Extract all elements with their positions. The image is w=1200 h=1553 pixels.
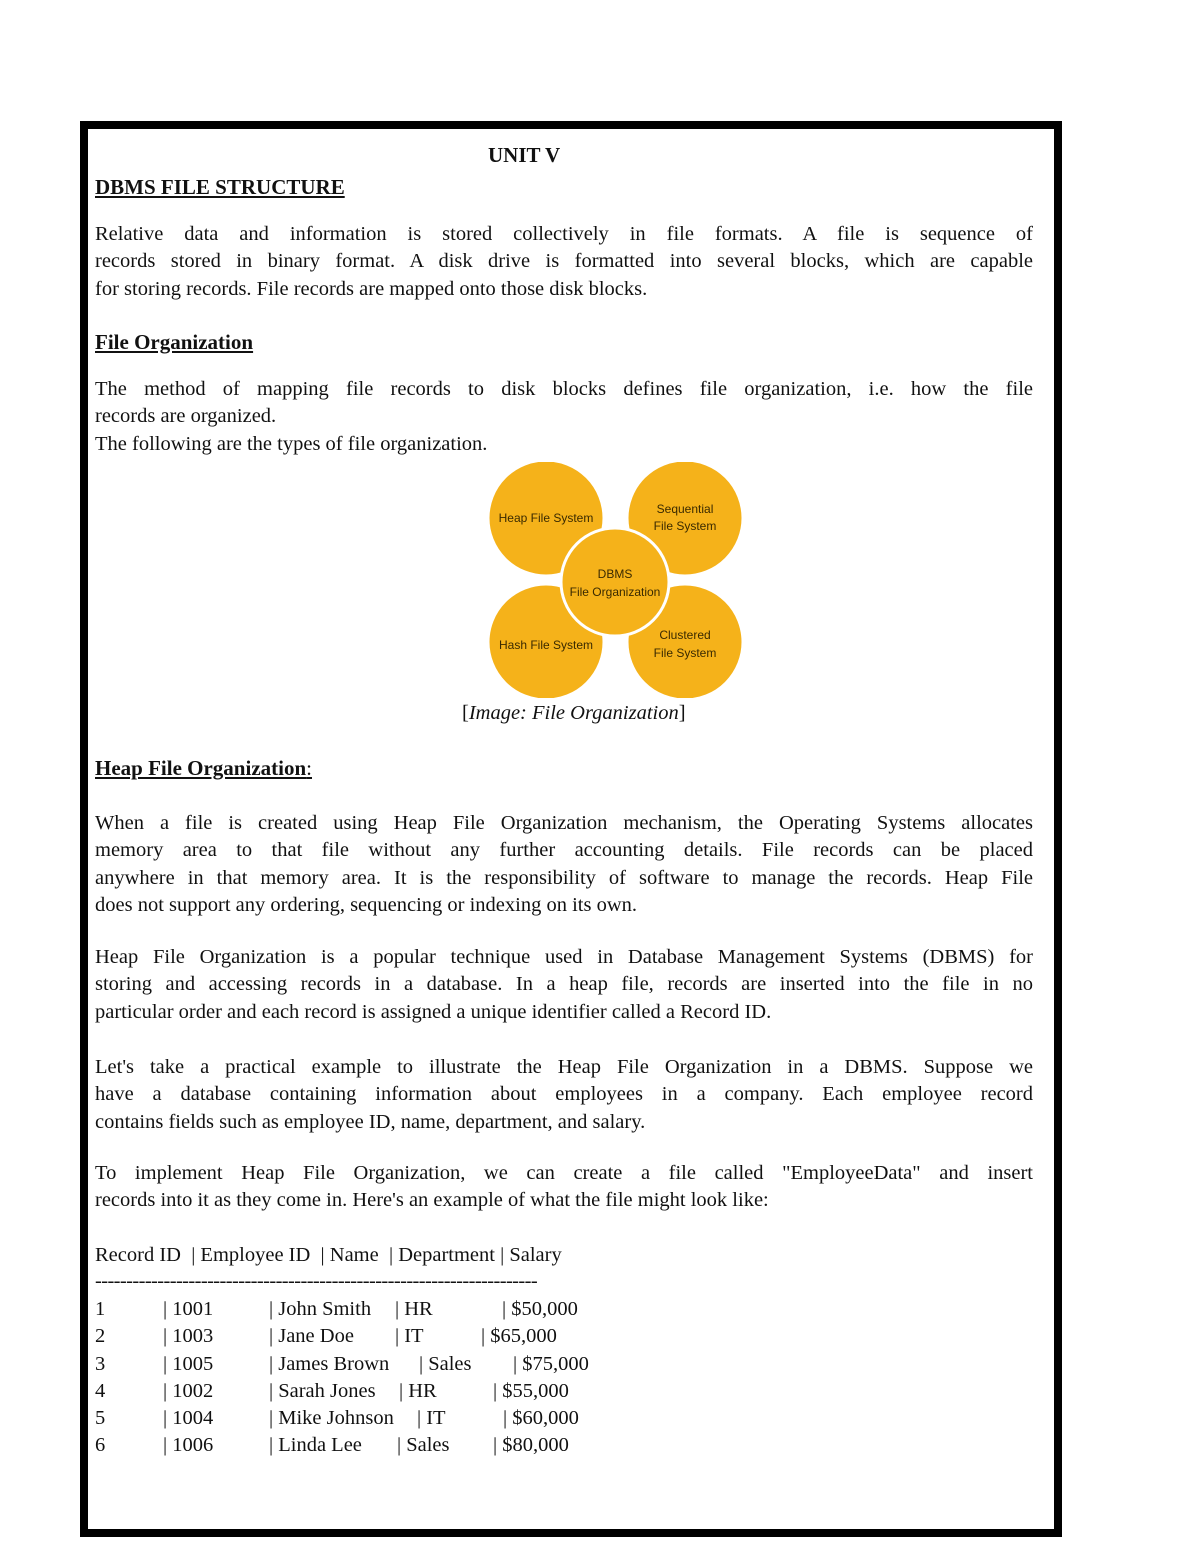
- heap-paragraph-3: [95, 1054, 1033, 1136]
- cell-employee-id: | 1001: [163, 1298, 214, 1320]
- heap-p4-line: records into it as they come in. Here's an example of what the file might look like:: [95, 1189, 769, 1212]
- heap-p1-line: does not support any ordering, sequencing or indexing on its own.: [95, 893, 638, 916]
- cell-record-id: 6: [95, 1434, 106, 1457]
- heap-p3-line: have a database containing information about employees in a company. Each employee record: [95, 1083, 1033, 1106]
- caption-close: ]: [678, 702, 686, 724]
- cell-employee-id: | 1006: [163, 1434, 214, 1457]
- heap-p1-line: When a file is created using Heap File Organization mechanism, the Operating Systems allocates: [95, 812, 1033, 834]
- cell-name: | Mike Johnson: [269, 1407, 394, 1430]
- diagram-caption: [462, 702, 686, 725]
- file-org-line: The following are the types of file organization.: [95, 432, 488, 455]
- cell-name: | Sarah Jones: [269, 1379, 376, 1402]
- cell-employee-id: | 1004: [163, 1407, 214, 1430]
- file-organization-paragraph: [95, 376, 1033, 458]
- section-title: DBMS FILE STRUCTURE: [95, 175, 345, 199]
- heap-paragraph-4: [95, 1160, 1033, 1215]
- cell-salary: | $80,000: [493, 1434, 569, 1457]
- intro-line: Relative data and information is stored collectively in file formats. A file is sequence of: [95, 223, 1033, 245]
- diagram-label-sequential-2: File System: [653, 519, 717, 533]
- cell-employee-id: | 1002: [163, 1379, 214, 1402]
- diagram-label-hash: Hash File System: [498, 638, 594, 652]
- cell-name: | John Smith: [269, 1298, 372, 1320]
- table-separator: -----------------------------------------------------------------------: [95, 1270, 538, 1292]
- heap-heading-suffix: :: [306, 756, 312, 780]
- cell-department: | HR: [399, 1379, 437, 1402]
- intro-paragraph: [95, 221, 1033, 303]
- cell-record-id: 2: [95, 1325, 106, 1348]
- cell-salary: | $60,000: [503, 1407, 579, 1430]
- cell-department: | IT: [417, 1407, 446, 1430]
- caption-open: [: [462, 702, 469, 724]
- diagram-label-center-2: File Organization: [569, 585, 661, 599]
- heap-heading: [95, 756, 312, 781]
- heap-p4-line: To implement Heap File Organization, we can create a file called "EmployeeData" and insert: [95, 1162, 1033, 1184]
- heap-paragraph-2: [95, 944, 1033, 1026]
- cell-name: | James Brown: [269, 1352, 390, 1375]
- diagram-label-heap: Heap File System: [498, 511, 594, 525]
- heap-p2-line: particular order and each record is assigned a unique identifier called a Record ID.: [95, 1000, 772, 1023]
- cell-salary: | $75,000: [513, 1352, 589, 1375]
- file-organization-diagram: [480, 462, 750, 698]
- heap-p2-line: Heap File Organization is a popular technique used in Database Management Systems (DBMS) for: [95, 946, 1033, 968]
- cell-record-id: 1: [95, 1298, 106, 1320]
- heap-p1-line: anywhere in that memory area. It is the responsibility of software to manage the records. Heap File: [95, 866, 1033, 889]
- heap-p3-line: Let's take a practical example to illustrate the Heap File Organization in a DBMS. Suppose we: [95, 1056, 1033, 1078]
- cell-salary: | $50,000: [502, 1298, 578, 1320]
- heap-p2-line: storing and accessing records in a database. In a heap file, records are inserted into the file in no: [95, 973, 1033, 996]
- diagram-label-clustered-2: File System: [653, 646, 717, 660]
- cell-department: | Sales: [419, 1352, 472, 1375]
- cell-salary: | $65,000: [481, 1325, 557, 1348]
- table-header: Record ID | Employee ID | Name | Department | Salary: [95, 1244, 562, 1266]
- unit-title: UNIT V: [488, 143, 561, 167]
- cell-department: | IT: [395, 1325, 424, 1348]
- file-org-line: The method of mapping file records to disk blocks defines file organization, i.e. how the file: [95, 378, 1033, 400]
- cell-record-id: 4: [95, 1379, 106, 1402]
- cell-record-id: 5: [95, 1407, 106, 1430]
- employee-table: [95, 1242, 562, 1269]
- file-org-line: records are organized.: [95, 405, 277, 428]
- cell-employee-id: | 1005: [163, 1352, 214, 1375]
- cell-department: | Sales: [397, 1434, 450, 1457]
- intro-line: for storing records. File records are mapped onto those disk blocks.: [95, 277, 648, 300]
- cell-employee-id: | 1003: [163, 1325, 214, 1348]
- cell-department: | HR: [395, 1298, 433, 1320]
- heap-p1-line: memory area to that file without any further accounting details. File records can be placed: [95, 839, 1033, 862]
- cell-record-id: 3: [95, 1352, 106, 1375]
- cell-name: | Linda Lee: [269, 1434, 362, 1457]
- cell-name: | Jane Doe: [269, 1325, 354, 1348]
- diagram-label-center-1: DBMS: [597, 567, 633, 581]
- diagram-circle-center: [561, 528, 669, 636]
- cell-salary: | $55,000: [493, 1379, 569, 1402]
- caption-text: Image: File Organization: [468, 702, 679, 724]
- diagram-label-clustered-1: Clustered: [659, 628, 711, 642]
- diagram-label-sequential-1: Sequential: [656, 502, 714, 516]
- file-organization-heading: File Organization: [95, 330, 254, 354]
- intro-line: records stored in binary format. A disk drive is formatted into several blocks, which are capable: [95, 250, 1033, 273]
- heap-p3-line: contains fields such as employee ID, name, department, and salary.: [95, 1110, 646, 1133]
- heap-paragraph-1: [95, 810, 1033, 919]
- heap-heading-text: Heap File Organization: [95, 756, 307, 780]
